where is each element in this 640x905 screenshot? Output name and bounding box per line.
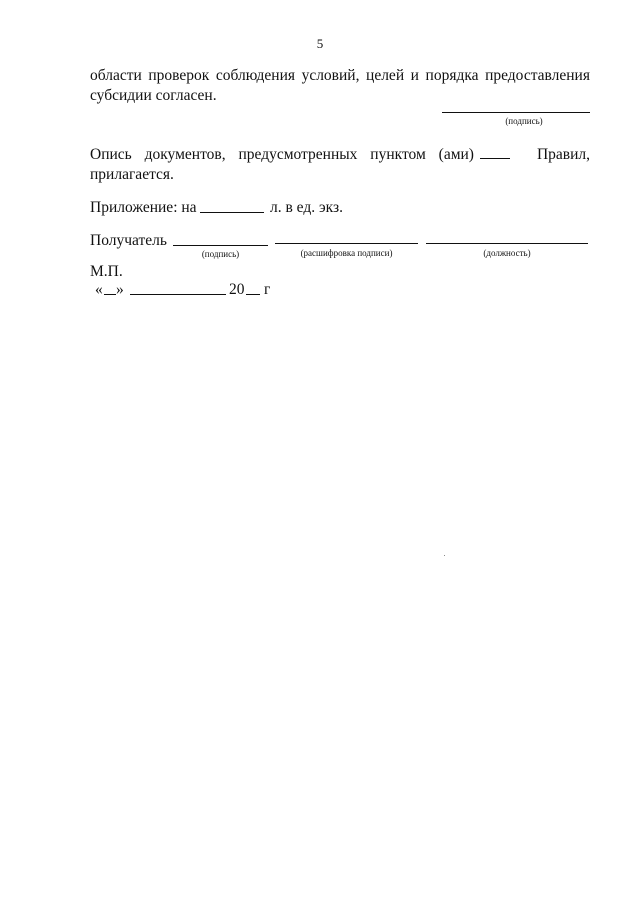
sheets-blank [200, 212, 264, 213]
scan-speck [444, 555, 445, 556]
recipient-position-caption: (должность) [483, 248, 531, 258]
inventory-paragraph [90, 145, 590, 185]
year-blank [246, 294, 260, 295]
recipient-position-line [426, 243, 588, 244]
recipient-name-caption: (расшифровка подписи) [300, 248, 393, 258]
recipient-name-line [275, 243, 418, 244]
year-suffix: г [264, 281, 271, 298]
consent-line-1: области проверок соблюдения условий, целей и порядка предоставления [90, 67, 590, 84]
page-number: 5 [316, 36, 324, 51]
year-prefix: 20 [229, 281, 245, 298]
signature-line [442, 112, 590, 113]
date-open-quote: « [95, 281, 103, 298]
recipient-signature-caption: (подпись) [201, 249, 240, 259]
inventory-text: Опись документов, предусмотренных пунктом (ами) [90, 146, 474, 163]
day-blank [104, 294, 116, 295]
date-close-quote: » [116, 281, 124, 298]
seal-label: М.П. [90, 263, 123, 280]
signature-caption: (подпись) [505, 116, 543, 126]
attachment-prefix: Приложение: на [90, 199, 197, 216]
rules-word: Правил, [536, 146, 590, 163]
consent-line-2: субсидии согласен. [90, 87, 217, 104]
consent-paragraph [90, 66, 590, 106]
recipient-label: Получатель [90, 232, 167, 249]
clause-number-blank [480, 148, 510, 159]
attachment-suffix: л. в ед. экз. [270, 199, 343, 216]
recipient-signature-line [173, 245, 268, 246]
month-blank [130, 294, 226, 295]
inventory-line-1 [90, 145, 590, 165]
inventory-line-2: прилагается. [90, 166, 174, 183]
